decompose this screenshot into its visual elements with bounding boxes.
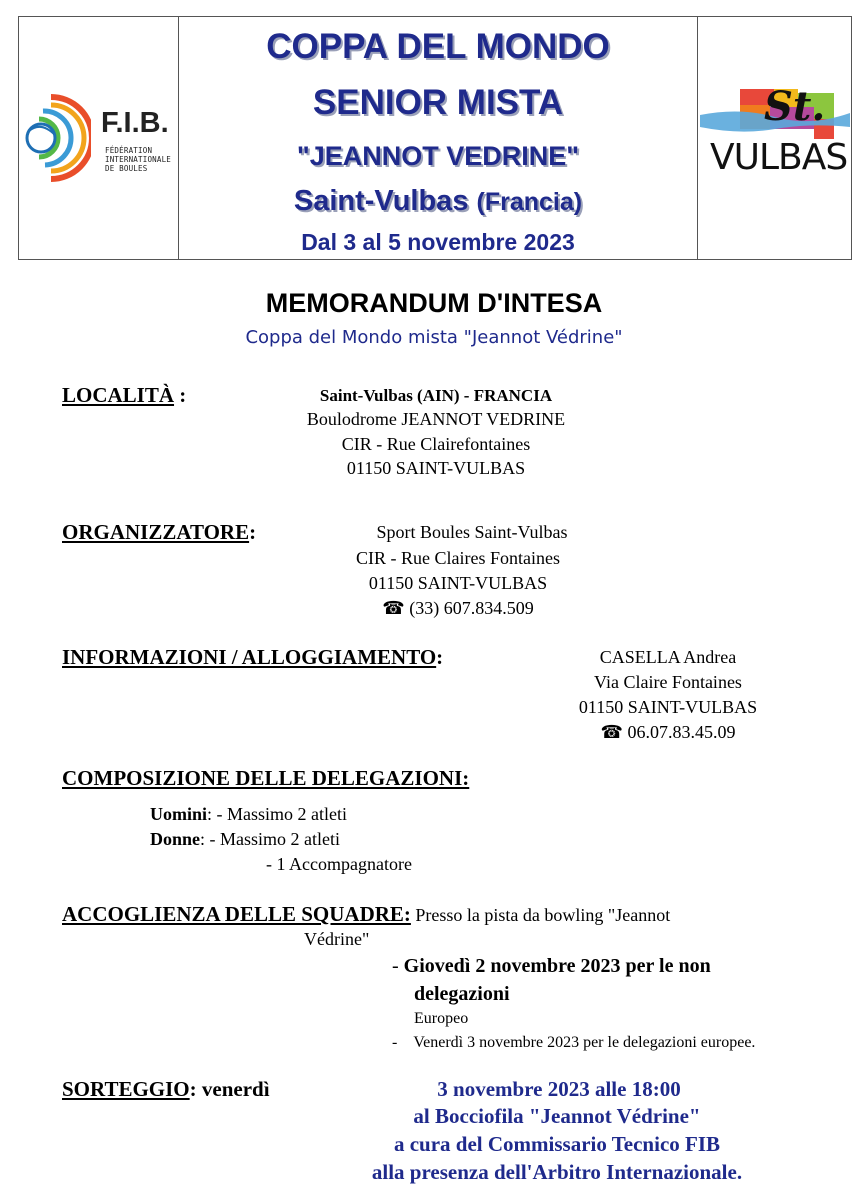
item-1-line-2: delegazioni <box>414 983 510 1005</box>
composizione-label: COMPOSIZIONE DELLE DELEGAZIONI: <box>62 766 470 790</box>
informazioni-label: INFORMAZIONI / ALLOGGIAMENTO <box>62 645 437 669</box>
fib-emblem-icon <box>21 91 91 187</box>
title-line-1: COPPA DEL MONDO <box>266 27 610 66</box>
organizzatore-heading <box>62 520 256 545</box>
informazioni-phone: 06.07.83.45.09 <box>627 722 736 742</box>
localita-line-2: Boulodrome JEANNOT VEDRINE <box>306 409 566 429</box>
stvulbas-logo-cell <box>698 17 851 259</box>
fib-logo-cell <box>19 17 179 259</box>
sorteggio-line-4: alla presenza dell'Arbitro Internazionale <box>371 1160 737 1184</box>
title-cell <box>179 17 698 259</box>
informazioni-line-1: CASELLA Andrea <box>599 647 737 667</box>
item-1-line-3: Europeo <box>414 1010 469 1027</box>
accoglienza-heading <box>62 902 670 927</box>
title-line-4 <box>179 185 697 218</box>
localita-line-4: 01150 SAINT-VULBAS <box>346 458 526 478</box>
item-1-dash: - <box>392 955 404 977</box>
localita-label: LOCALITÀ <box>62 383 175 407</box>
fib-name-line2: INTERNATIONALE <box>105 155 172 164</box>
uomini-row <box>150 804 347 825</box>
accoglienza-item-2 <box>392 1034 755 1052</box>
informazioni-line-3: 01150 SAINT-VULBAS <box>578 697 758 717</box>
accompagnatore-row: - 1 Accompagnatore <box>266 854 412 874</box>
title-dates: Dal 3 al 5 novembre 2023 <box>301 229 575 255</box>
item-2-dash: - <box>392 1034 398 1051</box>
organizzatore-phone: (33) 607.834.509 <box>409 598 534 618</box>
sorteggio-line-4-end: . <box>736 1160 743 1184</box>
informazioni-sep: : <box>436 645 444 669</box>
title-country: (Francia) <box>476 188 583 216</box>
organizzatore-phone-row <box>258 598 658 619</box>
donne-row <box>150 829 340 850</box>
stvulbas-logo <box>700 83 850 197</box>
localita-sep: : <box>174 383 187 407</box>
fib-name-line3: DE BOULES <box>105 164 148 173</box>
donne-text: : - Massimo 2 atleti <box>200 829 340 849</box>
organizzatore-line-1: Sport Boules Saint-Vulbas <box>376 522 568 542</box>
organizzatore-sep: : <box>249 520 257 544</box>
informazioni-phone-row <box>468 722 868 743</box>
sorteggio-line-2: al Bocciofila "Jeannot Védrine" <box>413 1104 701 1128</box>
sorteggio-line-4-row <box>357 1160 757 1185</box>
donne-label: Donne <box>150 829 201 849</box>
memo-title: MEMORANDUM D'INTESA <box>265 288 603 318</box>
telephone-icon: ☎ <box>382 598 405 618</box>
telephone-icon: ☎ <box>600 722 623 742</box>
localita-line-1: Saint-Vulbas (AIN) - FRANCIA <box>319 386 553 405</box>
fib-name-line1: FÉDÉRATION <box>105 146 153 155</box>
sorteggio-heading <box>62 1077 270 1102</box>
composizione-heading <box>62 766 469 791</box>
localita-heading <box>62 383 186 408</box>
title-line-3: "JEANNOT VEDRINE" <box>296 141 580 171</box>
organizzatore-label: ORGANIZZATORE <box>62 520 250 544</box>
localita-line-3: CIR - Rue Clairefontaines <box>341 434 531 454</box>
informazioni-line-2: Via Claire Fontaines <box>594 672 742 692</box>
uomini-label: Uomini <box>150 804 208 824</box>
informazioni-heading <box>62 645 443 670</box>
accoglienza-text-1: Presso la pista da bowling "Jeannot <box>410 905 671 925</box>
stvulbas-name: VULBAS <box>710 137 848 178</box>
organizzatore-line-3: 01150 SAINT-VULBAS <box>368 573 548 593</box>
item-1-line-1: Giovedì 2 novembre 2023 per le non <box>403 955 711 977</box>
uomini-text: : - Massimo 2 atleti <box>207 804 347 824</box>
item-2-text: Venerdì 3 novembre 2023 per le delegazioni europee. <box>413 1034 756 1051</box>
accoglienza-text-2: Védrine" <box>304 929 370 949</box>
sorteggio-label: SORTEGGIO <box>62 1077 190 1101</box>
stvulbas-st: St. <box>764 83 826 130</box>
sorteggio-line-1: 3 novembre 2023 alle 18:00 <box>437 1077 681 1101</box>
sorteggio-day: : venerdì <box>189 1077 270 1101</box>
title-line-2: SENIOR MISTA <box>312 83 564 122</box>
fib-logo <box>21 91 177 187</box>
accoglienza-label: ACCOGLIENZA DELLE SQUADRE: <box>62 902 411 926</box>
accoglienza-item-1 <box>392 955 711 978</box>
title-city: Saint-Vulbas <box>293 185 469 217</box>
header-table <box>18 16 852 260</box>
sorteggio-line-3: a cura del Commissario Tecnico FIB <box>393 1132 721 1156</box>
memo-subtitle: Coppa del Mondo mista "Jeannot Védrine" <box>245 327 623 348</box>
organizzatore-line-2: CIR - Rue Claires Fontaines <box>356 548 560 568</box>
fib-acronym: F.I.B. <box>101 107 169 139</box>
